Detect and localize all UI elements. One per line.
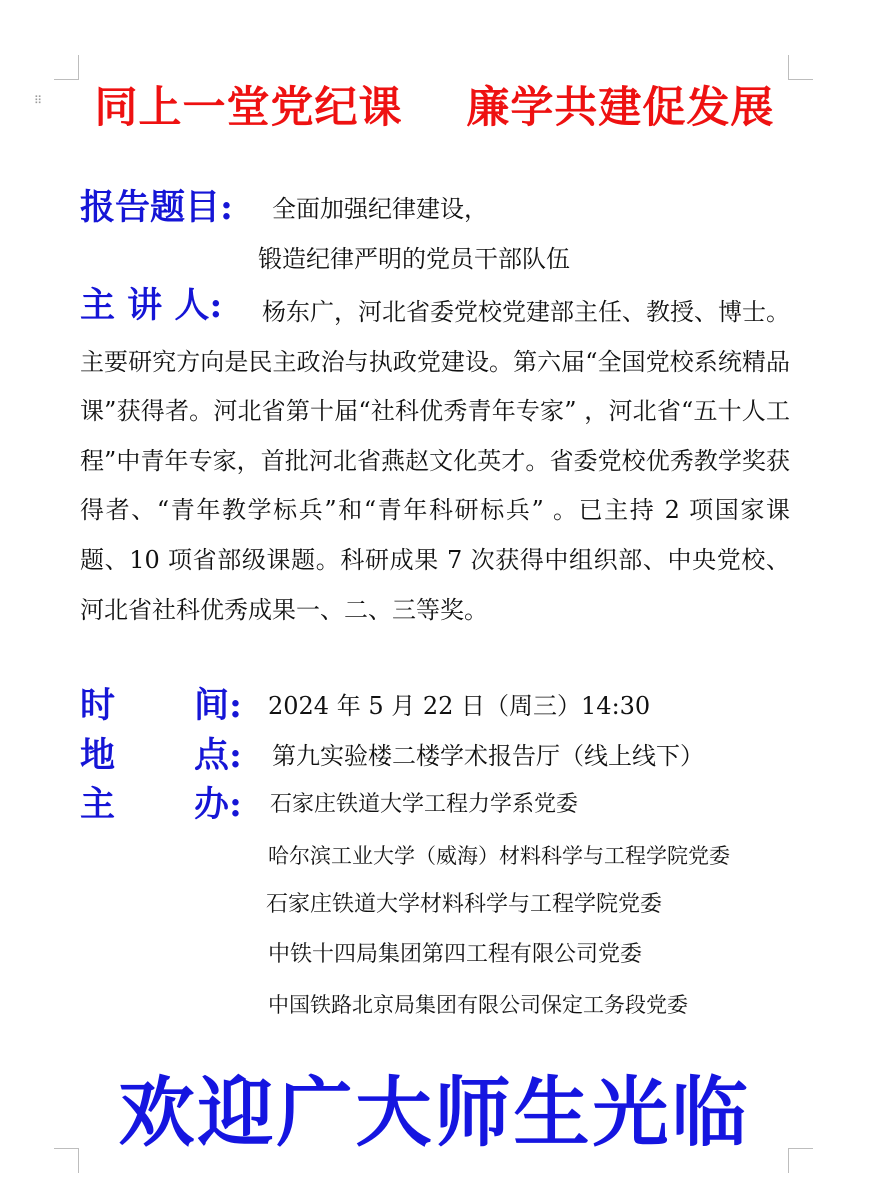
host-org: 中国铁路北京局集团有限公司保定工务段党委 [268,993,688,1017]
drag-handle-icon[interactable]: ⠿ [34,94,44,107]
host-label-colon: 办: [194,784,242,825]
host-org: 哈尔滨工业大学（威海）材料科学与工程学院党委 [268,844,730,868]
crop-mark-top-right-h [788,79,813,80]
speaker-bio: 杨东广，河北省委党校党建部主任、教授、博士。主要研究方向是民主政治与执政党建设。第六届“全国党校系统精品课”获得者。河北省第十届“社科优秀青年专家” ，河北省“五十人工程”中青年专家，首批河北省燕赵文化英才。省委党校优秀教学奖获得者、“青年教学标兵”和“青年科研标兵” 。已主持 2 项国家课题、10 项省部级课题。科研成果 7 次获得中组织部、中央党校、河北省社科优秀成果一、二、三等奖。 [80,298,790,624]
time-value: 2024 年 5 月 22 日（周三）14:30 [268,692,651,720]
crop-mark-top-left [78,55,79,80]
crop-mark-top-right [788,55,789,80]
poster-title: 同上一堂党纪课 廉学共建促发展 [94,83,775,133]
host-label-char: 主 [80,784,116,825]
host-org: 石家庄铁道大学工程力学系党委 [270,792,579,817]
crop-mark-top-left-h [54,79,79,80]
place-value: 第九实验楼二楼学术报告厅（线上线下） [272,742,704,770]
place-label-colon: 点: [194,735,242,776]
time-label-colon: 间: [194,685,242,726]
topic-line-2: 锻造纪律严明的党员干部队伍 [258,245,570,273]
speaker-label: 主 讲 人: [80,285,223,326]
topic-label: 报告题目: [80,187,233,228]
time-label-char: 时 [80,685,116,726]
host-org: 石家庄铁道大学材料科学与工程学院党委 [266,892,663,917]
place-label-char: 地 [80,735,116,776]
topic-line-1: 全面加强纪律建设， [272,195,488,223]
host-org: 中铁十四局集团第四工程有限公司党委 [268,942,643,967]
welcome-banner: 欢迎广大师生光临 [118,1068,751,1157]
